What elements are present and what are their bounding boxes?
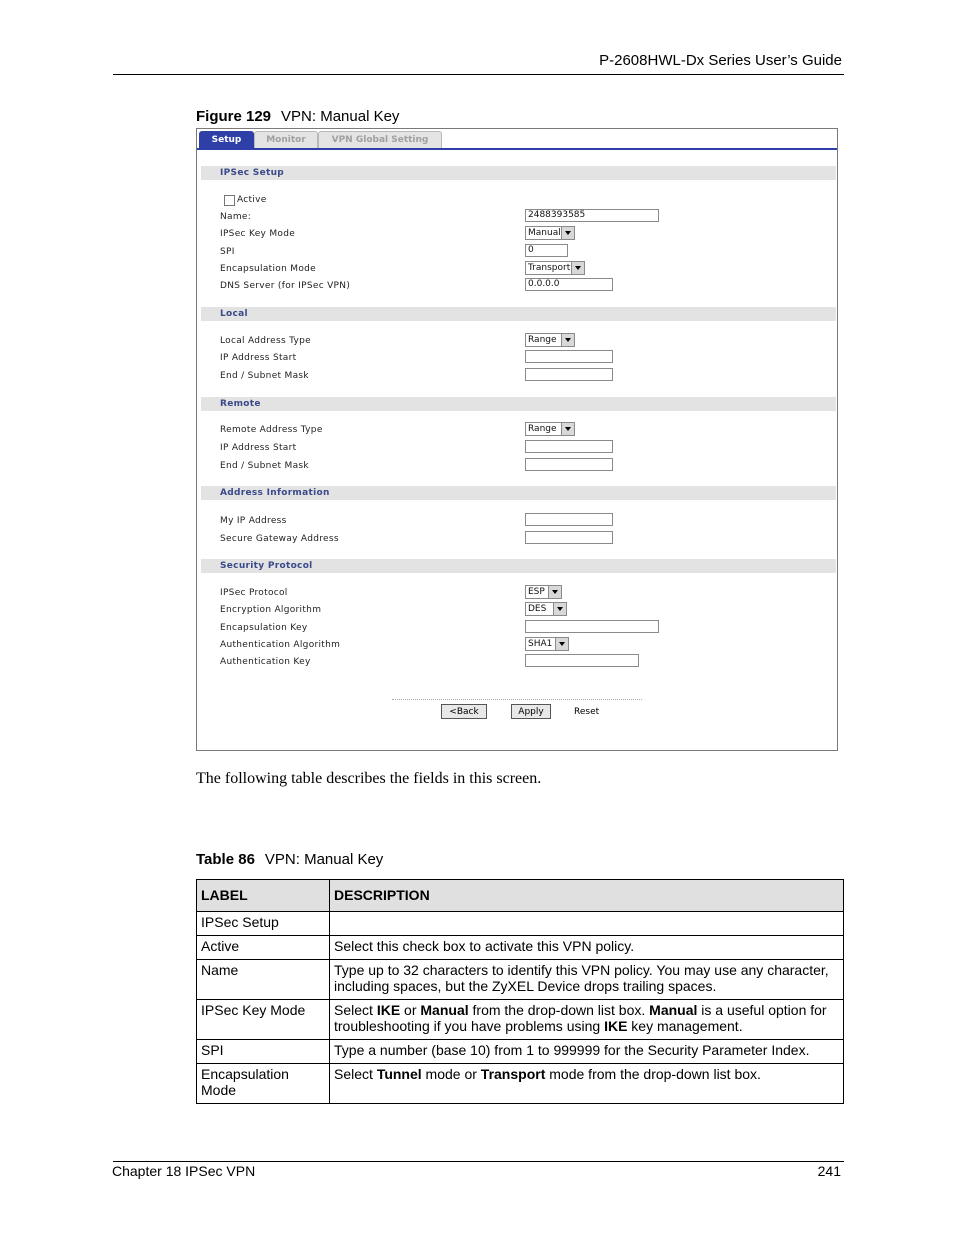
table-header-row (197, 880, 844, 912)
local-address-type-select[interactable]: Range (525, 333, 575, 347)
header-rule (113, 74, 844, 75)
reset-button[interactable]: Reset (574, 707, 600, 717)
remote-end-label: End / Subnet Mask (220, 461, 309, 471)
my-ip-input[interactable] (525, 513, 613, 526)
table-title: VPN: Manual Key (264, 851, 384, 868)
encryption-algorithm-select[interactable]: DES (525, 602, 567, 616)
active-label: Active (237, 195, 267, 205)
section-address-information: Address Information (201, 486, 836, 500)
key-mode-select[interactable]: Manual (525, 226, 575, 240)
remote-ip-start-input[interactable] (525, 440, 613, 453)
vpn-manual-key-screenshot (196, 128, 838, 751)
description-table (196, 879, 844, 1104)
chevron-down-icon (561, 423, 574, 435)
remote-address-type-label: Remote Address Type (220, 425, 323, 435)
tab-underline (197, 148, 837, 150)
tab-monitor[interactable]: Monitor (254, 131, 318, 149)
chevron-down-icon (553, 603, 566, 615)
row-description: Select Tunnel mode or Transport mode from the drop-down list box. (330, 1064, 844, 1104)
section-local: Local (201, 307, 836, 321)
tab-setup[interactable]: Setup (199, 131, 254, 149)
encapsulation-key-input[interactable] (525, 620, 659, 633)
button-divider (392, 699, 642, 700)
table-number: Table 86 (196, 851, 255, 868)
table-row (197, 912, 844, 936)
intro-text: The following table describes the fields in this screen. (196, 770, 542, 787)
dns-label: DNS Server (for IPSec VPN) (220, 281, 351, 291)
row-label: Name (197, 960, 330, 1000)
chapter-title: Chapter 18 IPSec VPN (112, 1163, 256, 1179)
local-ip-start-input[interactable] (525, 350, 613, 363)
tab-bar (197, 129, 837, 149)
authentication-key-input[interactable] (525, 654, 639, 667)
apply-button[interactable]: Apply (511, 704, 551, 719)
authentication-algorithm-select[interactable]: SHA1 (525, 637, 569, 651)
row-description (330, 912, 844, 936)
section-remote: Remote (201, 397, 836, 411)
dns-input[interactable]: 0.0.0.0 (525, 278, 613, 291)
encap-mode-select[interactable]: Transport (525, 261, 585, 275)
section-ipsec-setup: IPSec Setup (201, 166, 836, 180)
row-label: SPI (197, 1040, 330, 1064)
tab-vpn-global-setting[interactable]: VPN Global Setting (318, 131, 442, 149)
spi-input[interactable]: 0 (525, 244, 568, 257)
gateway-input[interactable] (525, 531, 613, 544)
figure-caption (196, 108, 399, 125)
table-row (197, 1040, 844, 1064)
row-description: Select IKE or Manual from the drop-down list box. Manual is a useful option for troubleshooting if you have problems using IKE key management. (330, 1000, 844, 1040)
remote-end-input[interactable] (525, 458, 613, 471)
local-end-input[interactable] (525, 368, 613, 381)
gateway-label: Secure Gateway Address (220, 534, 339, 544)
page-number: 241 (817, 1163, 841, 1179)
encryption-algorithm-label: Encryption Algorithm (220, 605, 322, 615)
chevron-down-icon (548, 586, 561, 598)
section-security-protocol: Security Protocol (201, 559, 836, 573)
table-row (197, 960, 844, 1000)
guide-title: P-2608HWL-Dx Series User’s Guide (599, 52, 842, 69)
spi-label: SPI (220, 247, 235, 257)
row-description: Type up to 32 characters to identify this VPN policy. You may use any character, including spaces, but the ZyXEL Device drops trailing spaces. (330, 960, 844, 1000)
row-description: Select this check box to activate this VPN policy. (330, 936, 844, 960)
chevron-down-icon (561, 227, 574, 239)
chevron-down-icon (561, 334, 574, 346)
row-description: Type a number (base 10) from 1 to 999999 for the Security Parameter Index. (330, 1040, 844, 1064)
table-row (197, 1064, 844, 1104)
figure-title: VPN: Manual Key (281, 108, 400, 125)
row-label: Encapsulation Mode (197, 1064, 330, 1104)
name-input[interactable]: 2488393585 (525, 209, 659, 222)
name-label: Name: (220, 212, 252, 222)
table-row (197, 1000, 844, 1040)
row-label: IPSec Key Mode (197, 1000, 330, 1040)
my-ip-label: My IP Address (220, 516, 287, 526)
back-button[interactable]: <Back (441, 704, 487, 719)
chevron-down-icon (555, 638, 568, 650)
row-label: Active (197, 936, 330, 960)
chevron-down-icon (571, 262, 584, 274)
remote-ip-start-label: IP Address Start (220, 443, 297, 453)
encapsulation-key-label: Encapsulation Key (220, 623, 308, 633)
ipsec-protocol-label: IPSec Protocol (220, 588, 288, 598)
description-header: DESCRIPTION (330, 880, 844, 912)
label-header: LABEL (197, 880, 330, 912)
figure-number: Figure 129 (196, 108, 272, 125)
active-checkbox[interactable] (224, 195, 235, 206)
remote-address-type-select[interactable]: Range (525, 422, 575, 436)
authentication-algorithm-label: Authentication Algorithm (220, 640, 341, 650)
local-address-type-label: Local Address Type (220, 336, 311, 346)
key-mode-label: IPSec Key Mode (220, 229, 296, 239)
ipsec-protocol-select[interactable]: ESP (525, 585, 562, 599)
local-end-label: End / Subnet Mask (220, 371, 309, 381)
table-caption (196, 851, 383, 868)
row-label: IPSec Setup (197, 912, 330, 936)
footer-rule (113, 1161, 844, 1162)
authentication-key-label: Authentication Key (220, 657, 311, 667)
table-row (197, 936, 844, 960)
local-ip-start-label: IP Address Start (220, 353, 297, 363)
encap-mode-label: Encapsulation Mode (220, 264, 316, 274)
